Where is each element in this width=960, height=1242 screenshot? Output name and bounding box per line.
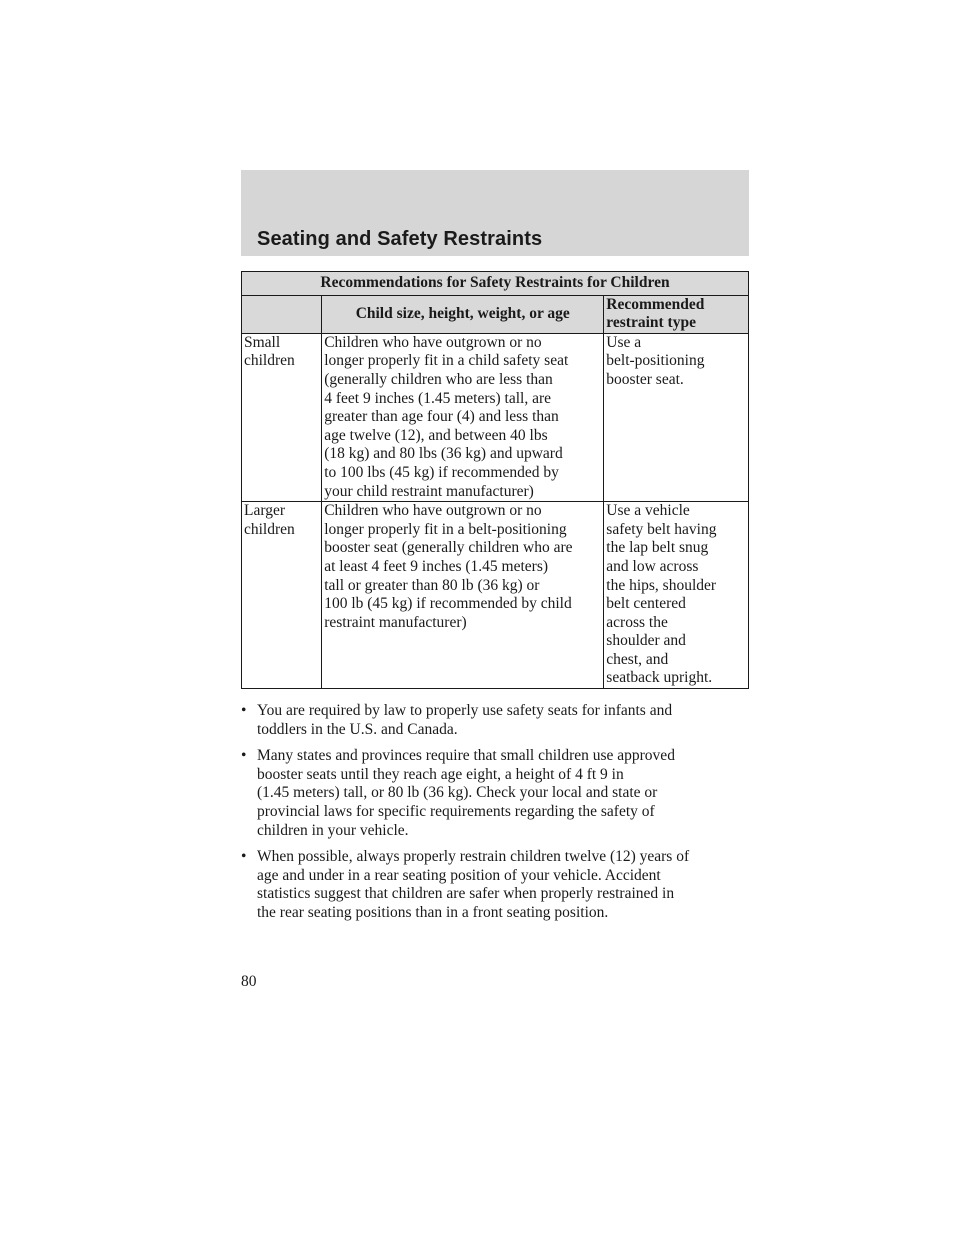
- table-row: [242, 333, 749, 501]
- category-label: Small children: [244, 333, 295, 370]
- section-header-band: [241, 170, 749, 256]
- table-cell-category: [242, 502, 322, 689]
- category-label: Larger children: [244, 502, 295, 538]
- table-cell-description: [322, 333, 604, 501]
- table-header-category: [242, 295, 322, 333]
- table-cell-restraint: [604, 333, 749, 501]
- bullet-icon: •: [241, 747, 247, 765]
- section-title: Seating and Safety Restraints: [257, 228, 543, 250]
- bullet-text: Many states and provinces require that small children use approved booster seats until they reach age eight, a height of 4 ft 9 in (1.45 meters) tall, or 80 lb (36 kg). Check your local and state or provincial laws for specific requirements regarding the safety of children in your vehicle.: [257, 747, 675, 839]
- bullet-icon: •: [241, 848, 247, 866]
- list-item: [241, 848, 761, 922]
- table-row: [242, 502, 749, 689]
- table-cell-restraint: [604, 502, 749, 689]
- page-number: 80: [241, 973, 257, 990]
- list-item: [241, 747, 761, 840]
- bullet-text: When possible, always properly restrain children twelve (12) years of age and under in a rear seating position of your vehicle. Accident statistics suggest that children are safer when properly restrained in the rear seating positions than in a front seating position.: [257, 848, 690, 921]
- description-text: Children who have outgrown or no longer properly fit in a child safety seat (generally children who are less than 4 feet 9 inches (1.45 meters) tall, are greater than age four (4) and less than age twelve (12), and between 40 lbs (18 kg) and 80 lbs (36 kg) and upward to 100 lbs (45 kg) if recommended by your child restraint manufacturer): [324, 333, 569, 500]
- table-header-restraint-type-label: Recommended restraint type: [606, 295, 705, 332]
- table-header-restraint-type: [604, 295, 749, 333]
- restraint-recommendations-table: [241, 271, 749, 689]
- restraint-text: Use a vehicle safety belt having the lap belt snug and low across the hips, shoulder belt centered across the shoulder and chest, and seatback upright.: [606, 502, 717, 687]
- table-cell-description: [322, 502, 604, 689]
- bullet-list: [241, 702, 761, 931]
- restraint-text: Use a belt-positioning booster seat.: [606, 333, 705, 388]
- description-text: Children who have outgrown or no longer properly fit in a belt-positioning booster seat (generally children who are at least 4 feet 9 inches (1.45 meters) tall or greater than 80 lb (36 kg) or 100 lb (45 kg) if recommended by child restraint manufacturer): [324, 502, 573, 631]
- bullet-icon: •: [241, 702, 247, 719]
- bullet-text: You are required by law to properly use safety seats for infants and toddlers in the U.S. and Canada.: [257, 702, 673, 738]
- table-header-child-size: Child size, height, weight, or age: [322, 295, 604, 333]
- table-cell-category: [242, 333, 322, 501]
- table-caption: Recommendations for Safety Restraints for Children: [242, 272, 749, 296]
- table-header-row: [242, 295, 749, 333]
- table-caption-row: [242, 272, 749, 296]
- list-item: [241, 702, 761, 739]
